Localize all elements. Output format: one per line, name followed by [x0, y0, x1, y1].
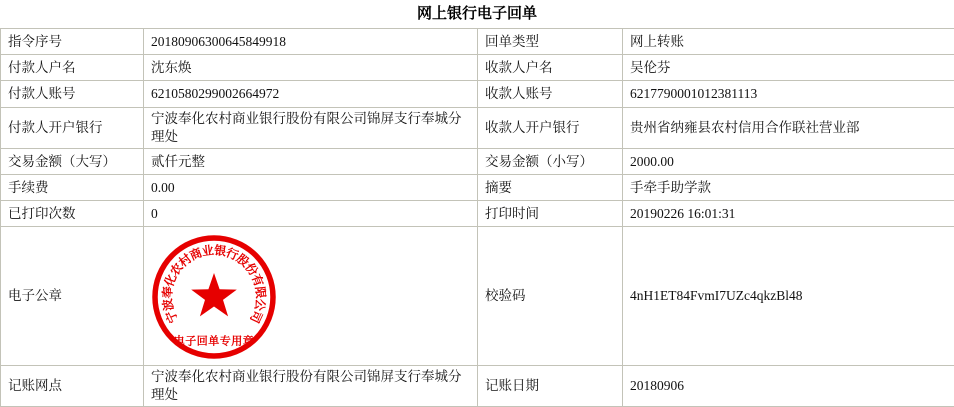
- print-time-value: 20190226 16:01:31: [623, 201, 954, 227]
- booking-date-label: 记账日期: [478, 366, 623, 407]
- table-row: [1, 366, 954, 407]
- payer-bank-value: 宁波奉化农村商业银行股份有限公司锦屏支行奉城分理处: [144, 108, 478, 149]
- amount-in-figures-label: 交易金额（小写）: [478, 149, 623, 175]
- svg-text:公: 公: [252, 298, 268, 312]
- service-fee-label: 手续费: [1, 175, 144, 201]
- electronic-seal-cell: [144, 227, 478, 366]
- payee-name-value: 吴伦芬: [623, 55, 954, 81]
- amount-in-words-label: 交易金额（大写）: [1, 149, 144, 175]
- table-row: [1, 227, 954, 366]
- print-time-label: 打印时间: [478, 201, 623, 227]
- summary-value: 手牵手助学款: [623, 175, 954, 201]
- verification-code-value: 4nH1ET84FvmI7UZc4qkzBl48: [623, 227, 954, 366]
- svg-text:限: 限: [253, 286, 268, 299]
- svg-text:司: 司: [247, 308, 265, 325]
- payer-account-value: 6210580299002664972: [144, 81, 478, 108]
- amount-in-words-value: 贰仟元整: [144, 149, 478, 175]
- payer-bank-label: 付款人开户银行: [1, 108, 144, 149]
- table-row: [1, 81, 954, 108]
- amount-in-figures-value: 2000.00: [623, 149, 954, 175]
- booking-branch-label: 记账网点: [1, 366, 144, 407]
- payee-account-value: 6217790001012381113: [623, 81, 954, 108]
- payee-account-label: 收款人账号: [478, 81, 623, 108]
- svg-text:银: 银: [213, 242, 227, 258]
- seal-bottom-text: 电子回单专用章: [174, 334, 255, 348]
- svg-text:宁: 宁: [162, 308, 181, 325]
- table-row: [1, 29, 954, 55]
- svg-text:波: 波: [159, 298, 176, 312]
- svg-text:业: 业: [201, 243, 215, 258]
- svg-text:商: 商: [187, 244, 204, 263]
- electronic-seal-label: 电子公章: [1, 227, 144, 366]
- receipt-table: [0, 28, 954, 407]
- payee-name-label: 收款人户名: [478, 55, 623, 81]
- payer-name-label: 付款人户名: [1, 55, 144, 81]
- svg-text:股: 股: [234, 250, 253, 270]
- receipt-type-value: 网上转账: [623, 29, 954, 55]
- svg-text:奉: 奉: [159, 286, 175, 299]
- summary-label: 摘要: [478, 175, 623, 201]
- instruction-number-value: 20180906300645849918: [144, 29, 478, 55]
- payee-bank-value: 贵州省纳雍县农村信用合作联社营业部: [623, 108, 954, 149]
- page-title: 网上银行电子回单: [0, 0, 954, 28]
- table-row: [1, 55, 954, 81]
- svg-text:化: 化: [161, 272, 180, 290]
- print-count-value: 0: [144, 201, 478, 227]
- payer-name-value: 沈东焕: [144, 55, 478, 81]
- booking-branch-value: 宁波奉化农村商业银行股份有限公司锦屏支行奉城分理处: [144, 366, 478, 407]
- svg-text:份: 份: [242, 260, 261, 279]
- payee-bank-label: 收款人开户银行: [478, 108, 623, 149]
- table-row: [1, 149, 954, 175]
- receipt-type-label: 回单类型: [478, 29, 623, 55]
- svg-text:村: 村: [176, 250, 195, 269]
- table-row: [1, 108, 954, 149]
- table-row: [1, 201, 954, 227]
- svg-text:行: 行: [224, 244, 241, 263]
- svg-text:农: 农: [166, 260, 185, 279]
- verification-code-label: 校验码: [478, 227, 623, 366]
- table-row: [1, 175, 954, 201]
- seal-star-icon: [191, 273, 237, 316]
- instruction-number-label: 指令序号: [1, 29, 144, 55]
- print-count-label: 已打印次数: [1, 201, 144, 227]
- service-fee-value: 0.00: [144, 175, 478, 201]
- payer-account-label: 付款人账号: [1, 81, 144, 108]
- svg-text:有: 有: [249, 272, 267, 289]
- bank-seal-image: [148, 231, 280, 363]
- booking-date-value: 20180906: [623, 366, 954, 407]
